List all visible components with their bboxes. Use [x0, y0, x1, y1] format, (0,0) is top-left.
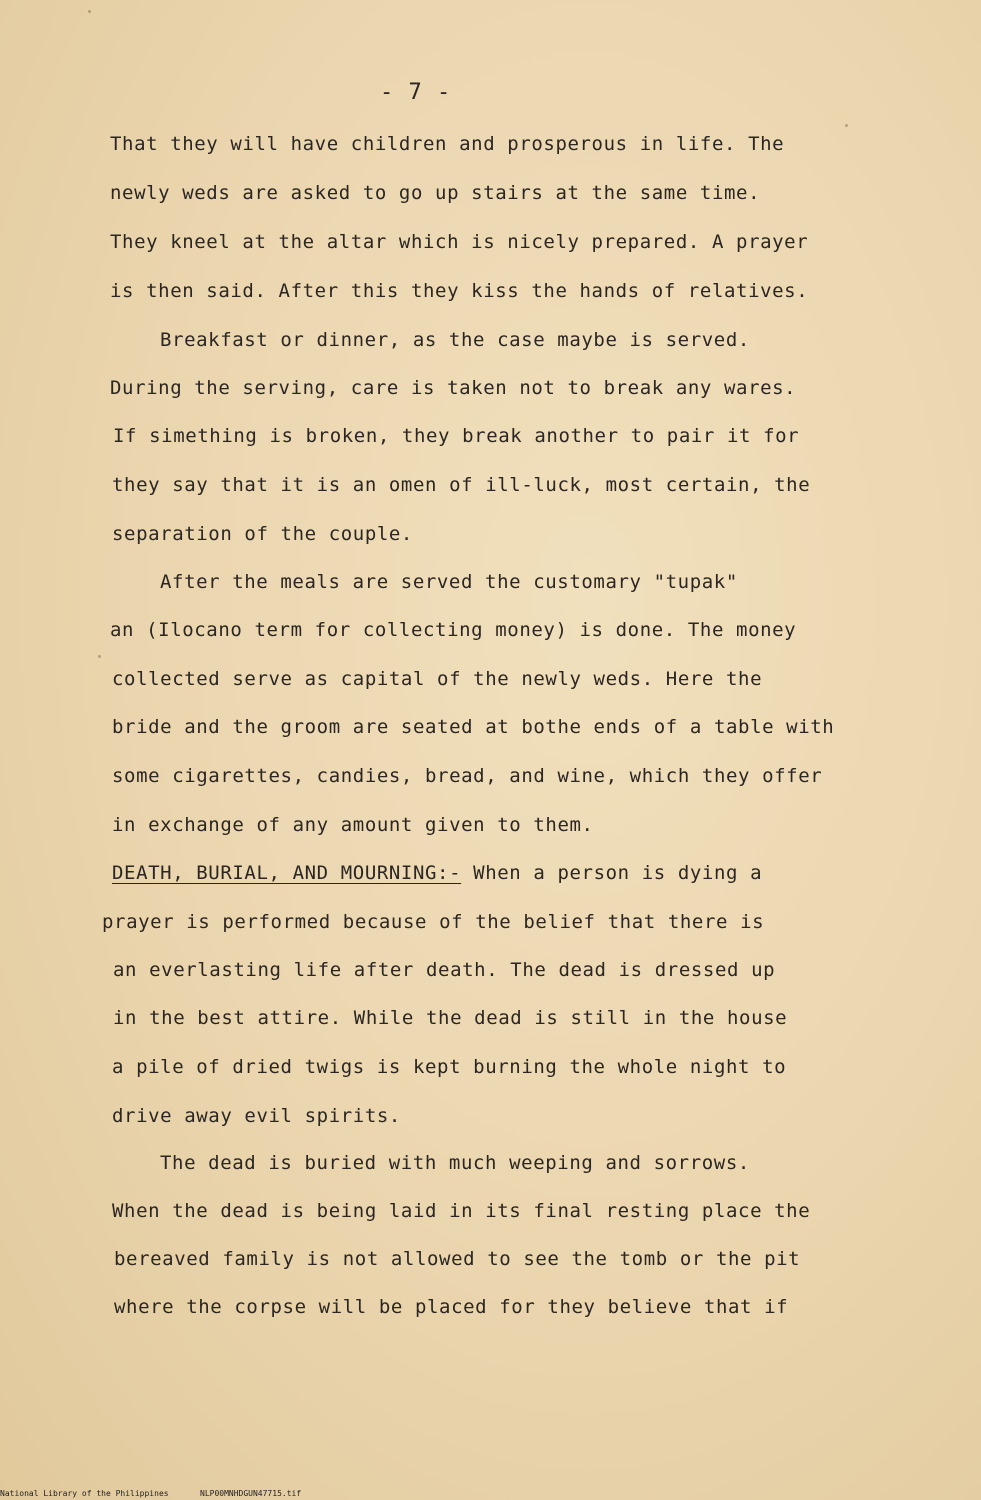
body-line: Breakfast or dinner, as the case maybe is served.: [160, 329, 750, 351]
body-line: When the dead is being laid in its final resting place the: [112, 1200, 811, 1222]
body-line: drive away evil spirits.: [112, 1105, 401, 1127]
body-line: prayer is performed because of the belief that there is: [102, 911, 765, 933]
body-line: in the best attire. While the dead is still in the house: [113, 1007, 788, 1029]
body-line: bereaved family is not allowed to see the tomb or the pit: [114, 1248, 801, 1270]
section-heading-line: [112, 862, 762, 884]
section-heading: DEATH, BURIAL, AND MOURNING:-: [112, 862, 462, 884]
body-line: During the serving, care is taken not to break any wares.: [110, 377, 797, 399]
body-line: where the corpse will be placed for they believe that if: [114, 1296, 789, 1318]
body-line: collected serve as capital of the newly weds. Here the: [112, 668, 763, 690]
body-line: newly weds are asked to go up stairs at the same time.: [110, 182, 761, 204]
body-line: They kneel at the altar which is nicely prepared. A prayer: [110, 231, 809, 253]
body-line: That they will have children and prosperous in life. The: [110, 133, 785, 155]
body-line: separation of the couple.: [112, 523, 413, 545]
body-line: bride and the groom are seated at bothe ends of a table with: [112, 716, 835, 738]
body-line: If simething is broken, they break another to pair it for: [113, 425, 800, 447]
body-line: an everlasting life after death. The dead is dressed up: [113, 959, 776, 981]
paper-speck: [845, 124, 848, 127]
body-line: a pile of dried twigs is kept burning the whole night to: [112, 1056, 787, 1078]
paper-speck: [98, 655, 101, 658]
body-line: in exchange of any amount given to them.: [112, 814, 594, 836]
body-line: some cigarettes, candies, bread, and wine, which they offer: [112, 765, 823, 787]
footer-source: National Library of the Philippines: [0, 1489, 169, 1498]
paper-speck: [88, 10, 91, 13]
body-line: is then said. After this they kiss the hands of relatives.: [110, 280, 809, 302]
body-line: The dead is buried with much weeping and sorrows.: [160, 1152, 750, 1174]
section-heading-rest: When a person is dying a: [461, 862, 763, 884]
body-line: they say that it is an omen of ill-luck, most certain, the: [112, 474, 811, 496]
body-line: After the meals are served the customary "tupak": [160, 571, 738, 593]
body-line: an (Ilocano term for collecting money) is done. The money: [110, 619, 797, 641]
page-number: - 7 -: [380, 80, 452, 105]
footer-filename: NLP00MNHDGUN47715.tif: [200, 1489, 302, 1498]
